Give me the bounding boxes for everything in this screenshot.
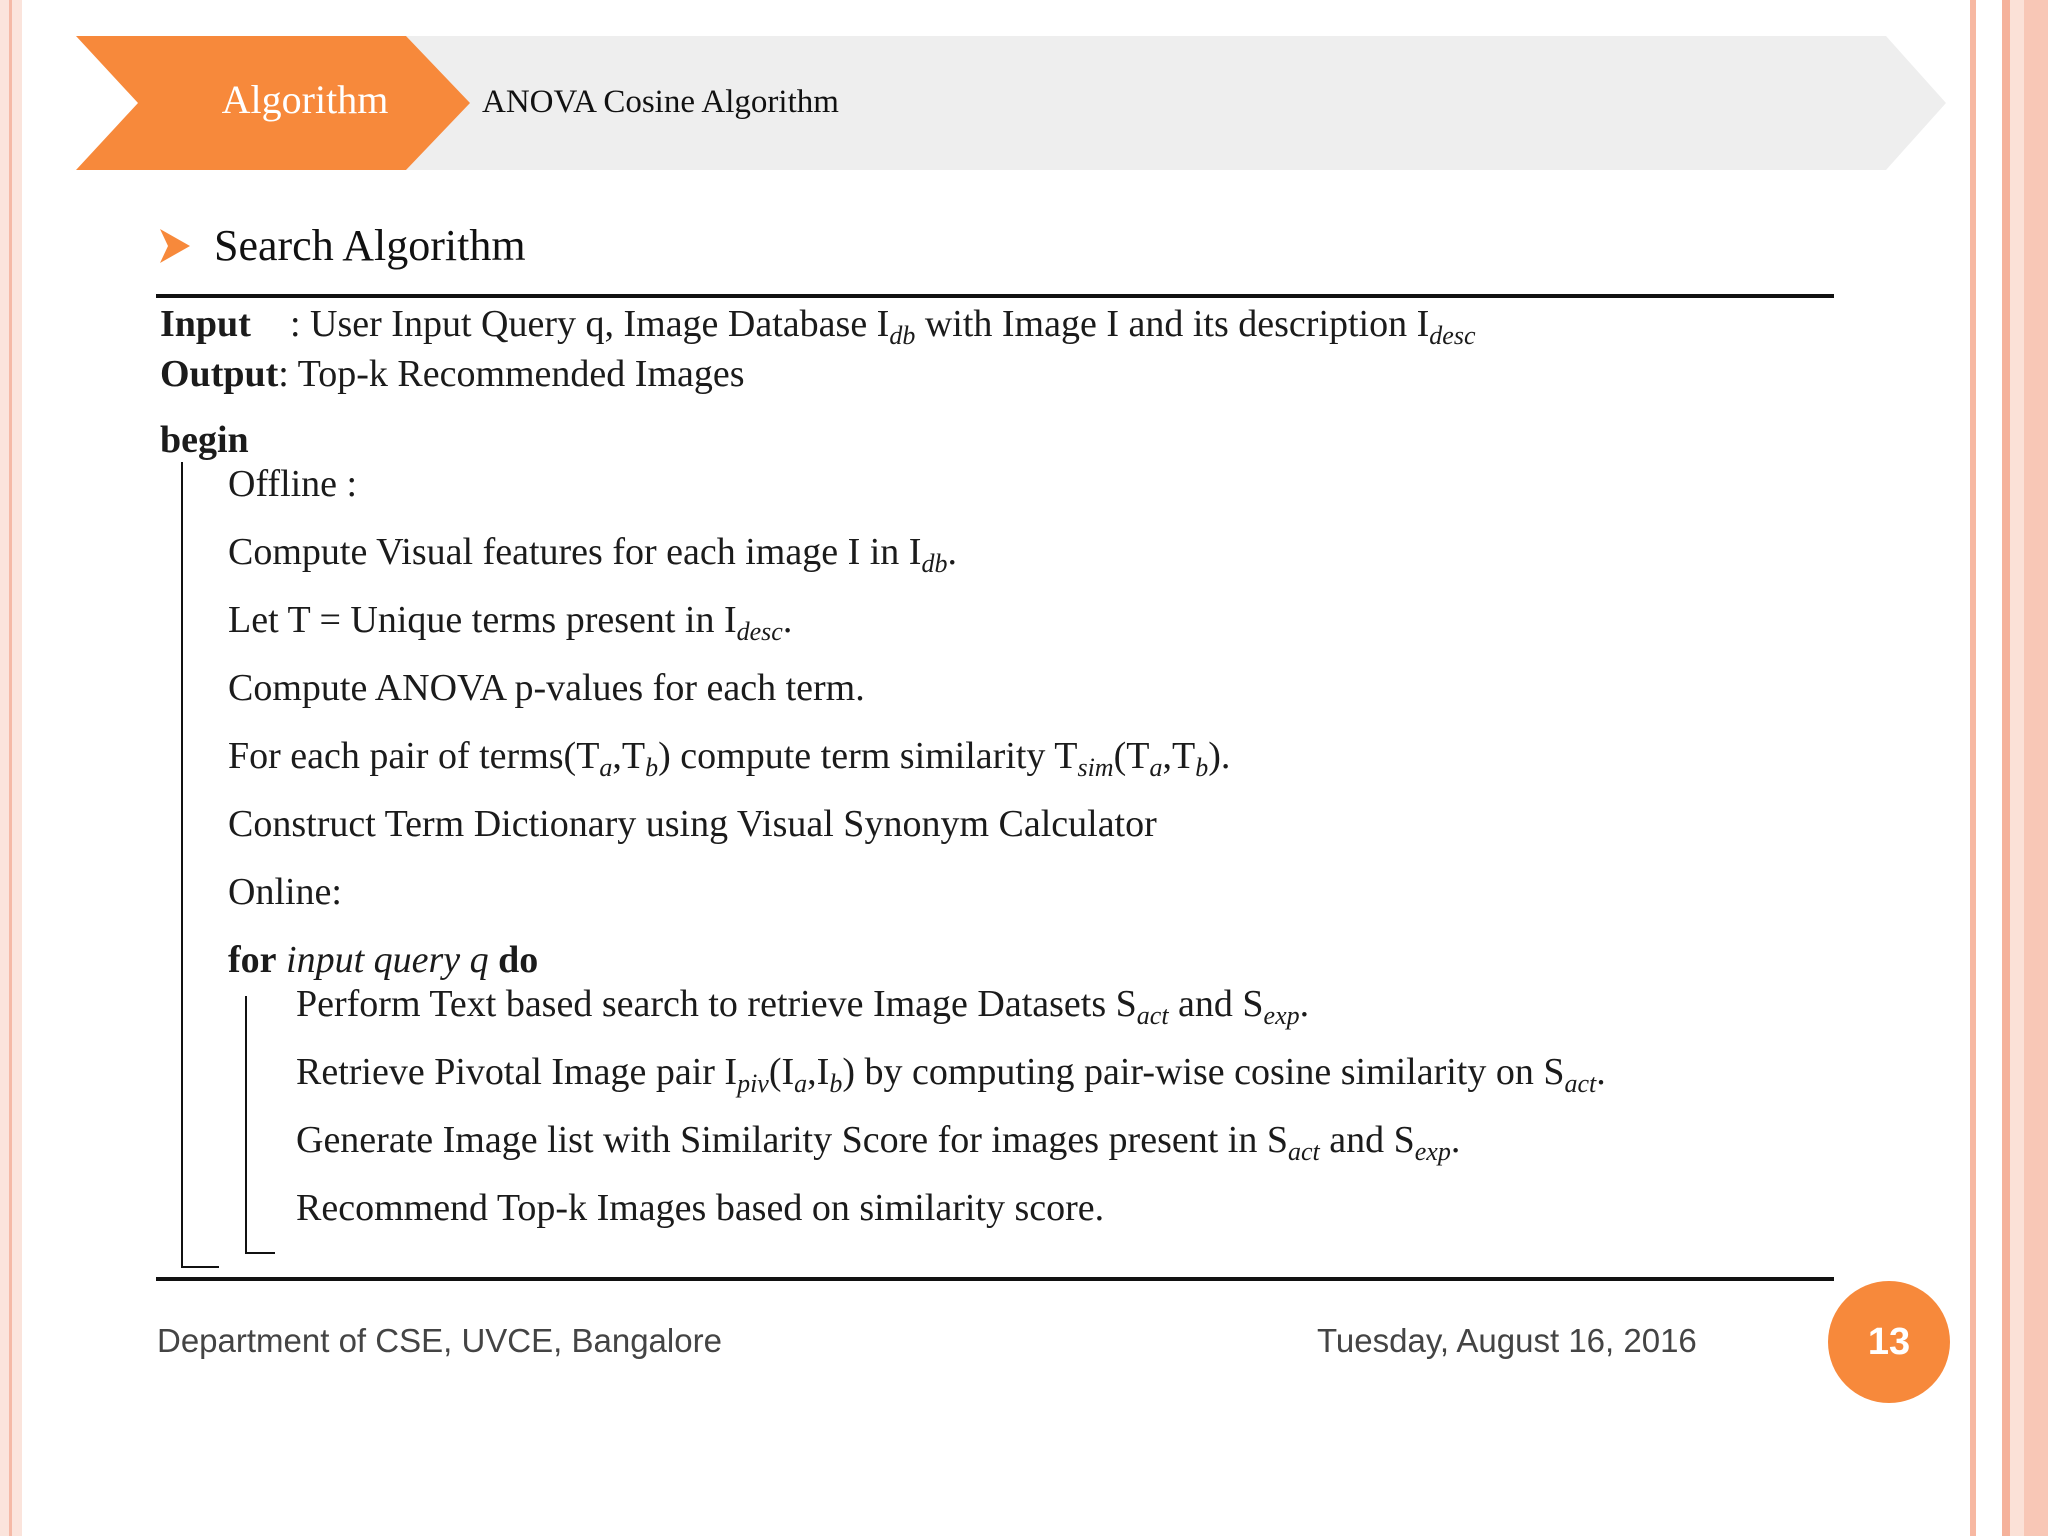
- step-term-dictionary: Construct Term Dictionary using Visual Synonym Calculator: [228, 803, 1157, 845]
- begin-block-end: [181, 1266, 219, 1268]
- loop-recommend: Recommend Top-k Images based on similarity score.: [296, 1187, 1105, 1229]
- footer-department: Department of CSE, UVCE, Bangalore: [157, 1322, 722, 1359]
- for-loop-header: for input query q do: [228, 939, 539, 981]
- algorithm-bottom-rule: [156, 1277, 1834, 1281]
- loop-pivotal-pair: Retrieve Pivotal Image pair $I_{piv}(I_a,I_b)$ by computing pair-wise cosine similarity on $S_{act}$.: [296, 1051, 1606, 1098]
- bullet-text: Search Algorithm: [214, 221, 526, 270]
- section-label: Algorithm: [221, 77, 389, 122]
- output-line: Output: Top-k Recommended Images: [160, 353, 745, 395]
- loop-block-end: [245, 1252, 275, 1254]
- begin-block-bar: [181, 462, 183, 1268]
- loop-block-bar: [245, 996, 247, 1254]
- begin-keyword: begin: [160, 419, 249, 461]
- loop-image-list: Generate Image list with Similarity Score for images present in $S_{act}$ and $S_{exp}$.: [296, 1119, 1461, 1166]
- step-term-similarity: For each pair of $terms(T_a,T_b)$ compute term similarity $T_{sim}(T_a,T_b)$.: [228, 735, 1231, 782]
- online-label: Online:: [228, 871, 342, 913]
- loop-text-search: Perform Text based search to retrieve Image Datasets $S_{act}$ and $S_{exp}$.: [296, 983, 1310, 1030]
- step-unique-terms: Let T = Unique terms present in $I_{desc}$.: [228, 599, 793, 646]
- step-visual-features: Compute Visual features for each image I in $I_{db}$.: [228, 531, 957, 578]
- footer-date: Tuesday, August 16, 2016: [1317, 1322, 1697, 1359]
- offline-label: Offline :: [228, 463, 358, 505]
- input-line: Input : User Input Query q, Image Database $I_{db}$ with Image I and its description $I_{desc}$: [160, 303, 1476, 350]
- step-anova: Compute ANOVA p-values for each term.: [228, 667, 865, 709]
- slide-title: ANOVA Cosine Algorithm: [482, 84, 839, 120]
- page-number-badge: 13: [1828, 1281, 1950, 1403]
